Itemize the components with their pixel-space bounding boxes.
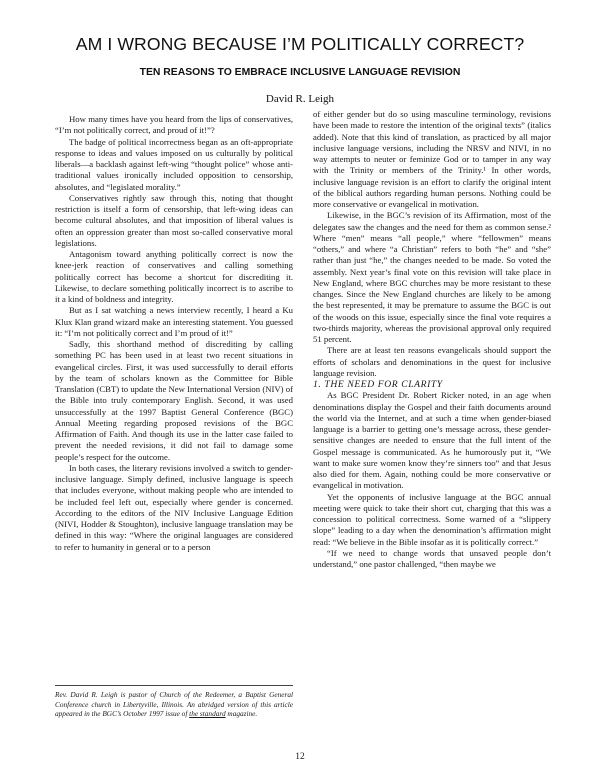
paragraph: Antagonism toward anything politically correct is now the knee-jerk reaction of conservatives and calling something politically correct has become a shortcut for discrediting it. Likewise, to declare something politically incorrect is to ascribe to it a kind of boldness and integrity. — [55, 249, 293, 304]
paragraph: Likewise, in the BGC’s revision of its Affirmation, most of the delegates saw the changes and the need for them as common sense.² Where “men” means “all people,” where “fellowmen” means “others,” and where “a Christian” refers to both “he” and “she” rather than just “he,” the changes needed to be made. So voted the assembly. Next year’s final vote on this revision will take place in New England, where BGC churches may be more resistant to these changes. Since the New England churches are likely to be among the best represented, it may be premature to assume the BGC is out of the woods on this issue, especially since the final vote requires a two-thirds majority, whereas the provisional approval only required 51 percent. — [313, 210, 551, 344]
paragraph: Sadly, this shorthand method of discrediting by calling something PC has been used in at least two recent situations in evangelical circles. First, it was used successfully to derail efforts by the team of scholars known as the Committee for Bible Translation (CBT) to update the New International Version (NIV) of the Bible into truly contemporary English. Second, it was used unsuccessfully at the 1997 Baptist General Conference (BGC) Annual Meeting regarding proposed revisions of the BGC Affirmation of Faith. And though its use in the latter case failed to prevent the needed revisions, it did not fail to damage some people’s respect for the outcome. — [55, 339, 293, 462]
article-author: David R. Leigh — [265, 93, 335, 105]
section-heading: 1. THE NEED FOR CLARITY — [313, 379, 443, 390]
paragraph: There are at least ten reasons evangelicals should support the efforts of scholars and denominations in the quest for inclusive language revision. — [313, 345, 551, 378]
footnote-text: Rev. David R. Leigh is pastor of Church of the Redeemer, a Baptist General Conference church in Libertyville, Illinois. An abridged version of this article appeared in the BGC’s October 1997 issue of — [55, 690, 293, 719]
paragraph: of either gender but do so using masculine terminology, revisions have been made to restore the intention of the original texts” (italics added). Note that this kind of translation, as practiced by all major inclusive language versions, including the NRSV and NIVI, in no way attempts to neuter or feminize God or to tamper in any way with the Trinity or members of the Trinity.¹ In other words, inclusive language revision is an effort to clarify the original intent of the biblical authors regarding human persons. Nothing could be more conservative or evangelical in motivation. — [313, 109, 551, 209]
paragraph: How many times have you heard from the lips of conservatives, “I’m not politically correct, and proud of it!”? — [55, 114, 293, 136]
paragraph: In both cases, the literary revisions involved a switch to gender-inclusive language. Simply defined, inclusive language is speech that includes everyone, without making people who are intended to be included feel left out, especially where gender is concerned. According to the editors of the NIV Inclusive Language Edition (NIVI, Hodder & Stoughton), inclusive language translation may be defined in this way: “Where the original languages are considered to refer to humanity in general or to a person — [55, 462, 293, 552]
magazine-name: the standard — [189, 709, 226, 719]
footnote-divider — [55, 685, 293, 686]
left-column — [55, 114, 293, 553]
author-footnote — [55, 690, 293, 719]
paragraph: The badge of political incorrectness began as an oft-appropriate response to ideas and values imposed on us culturally by political liberals—a backlash against left-wing “thought police” whose anti-traditional values ironically included opposition to censorship, absolutes, and “legislated morality.” — [55, 136, 293, 192]
article-subtitle: TEN REASONS TO EMBRACE INCLUSIVE LANGUAGE REVISION — [139, 67, 461, 78]
right-column — [313, 109, 551, 570]
paragraph: Conservatives rightly saw through this, noting that thought restriction is itself a form of censorship, that left-wing ideas can become cultural absolutes, and that imposition of liberal values is often an oppression greater than most so-called conservative moral legislations. — [55, 192, 293, 248]
page-number: 12 — [295, 752, 305, 762]
paragraph: As BGC President Dr. Robert Ricker noted, in an age when denominations display the Gospel and their faith documents around the world via the Internet, and at such a time when gender-biased language is a barrier to getting one’s message across, these gender-sensitive changes are needed to ensure that the full intent of the Gospel message is communicated. As he humorously put it, “We want to make sure women know they’re sinners too” and that Jesus also died for them. Again, nothing could be more conservative or evangelical in motivation. — [313, 390, 551, 491]
article-title: AM I WRONG BECAUSE I’M POLITICALLY CORRECT? — [75, 34, 525, 54]
paragraph: Yet the opponents of inclusive language at the BGC annual meeting were quick to take their short cut, charging that this was a concession to political correctness. Some warned of a “slippery slope” leading to a day when the denomination’s affirmation might read: “We believe in the Bible insofar as it is politically correct.” — [313, 491, 551, 547]
paragraph: “If we need to change words that unsaved people don’t understand,” one pastor challenged, “then maybe we — [313, 547, 551, 569]
paragraph: But as I sat watching a news interview recently, I heard a Ku Klux Klan grand wizard make an interesting statement. You guessed it: “I’m not politically correct and I’m proud of it!” — [55, 305, 293, 338]
footnote-end: magazine. — [225, 709, 258, 719]
